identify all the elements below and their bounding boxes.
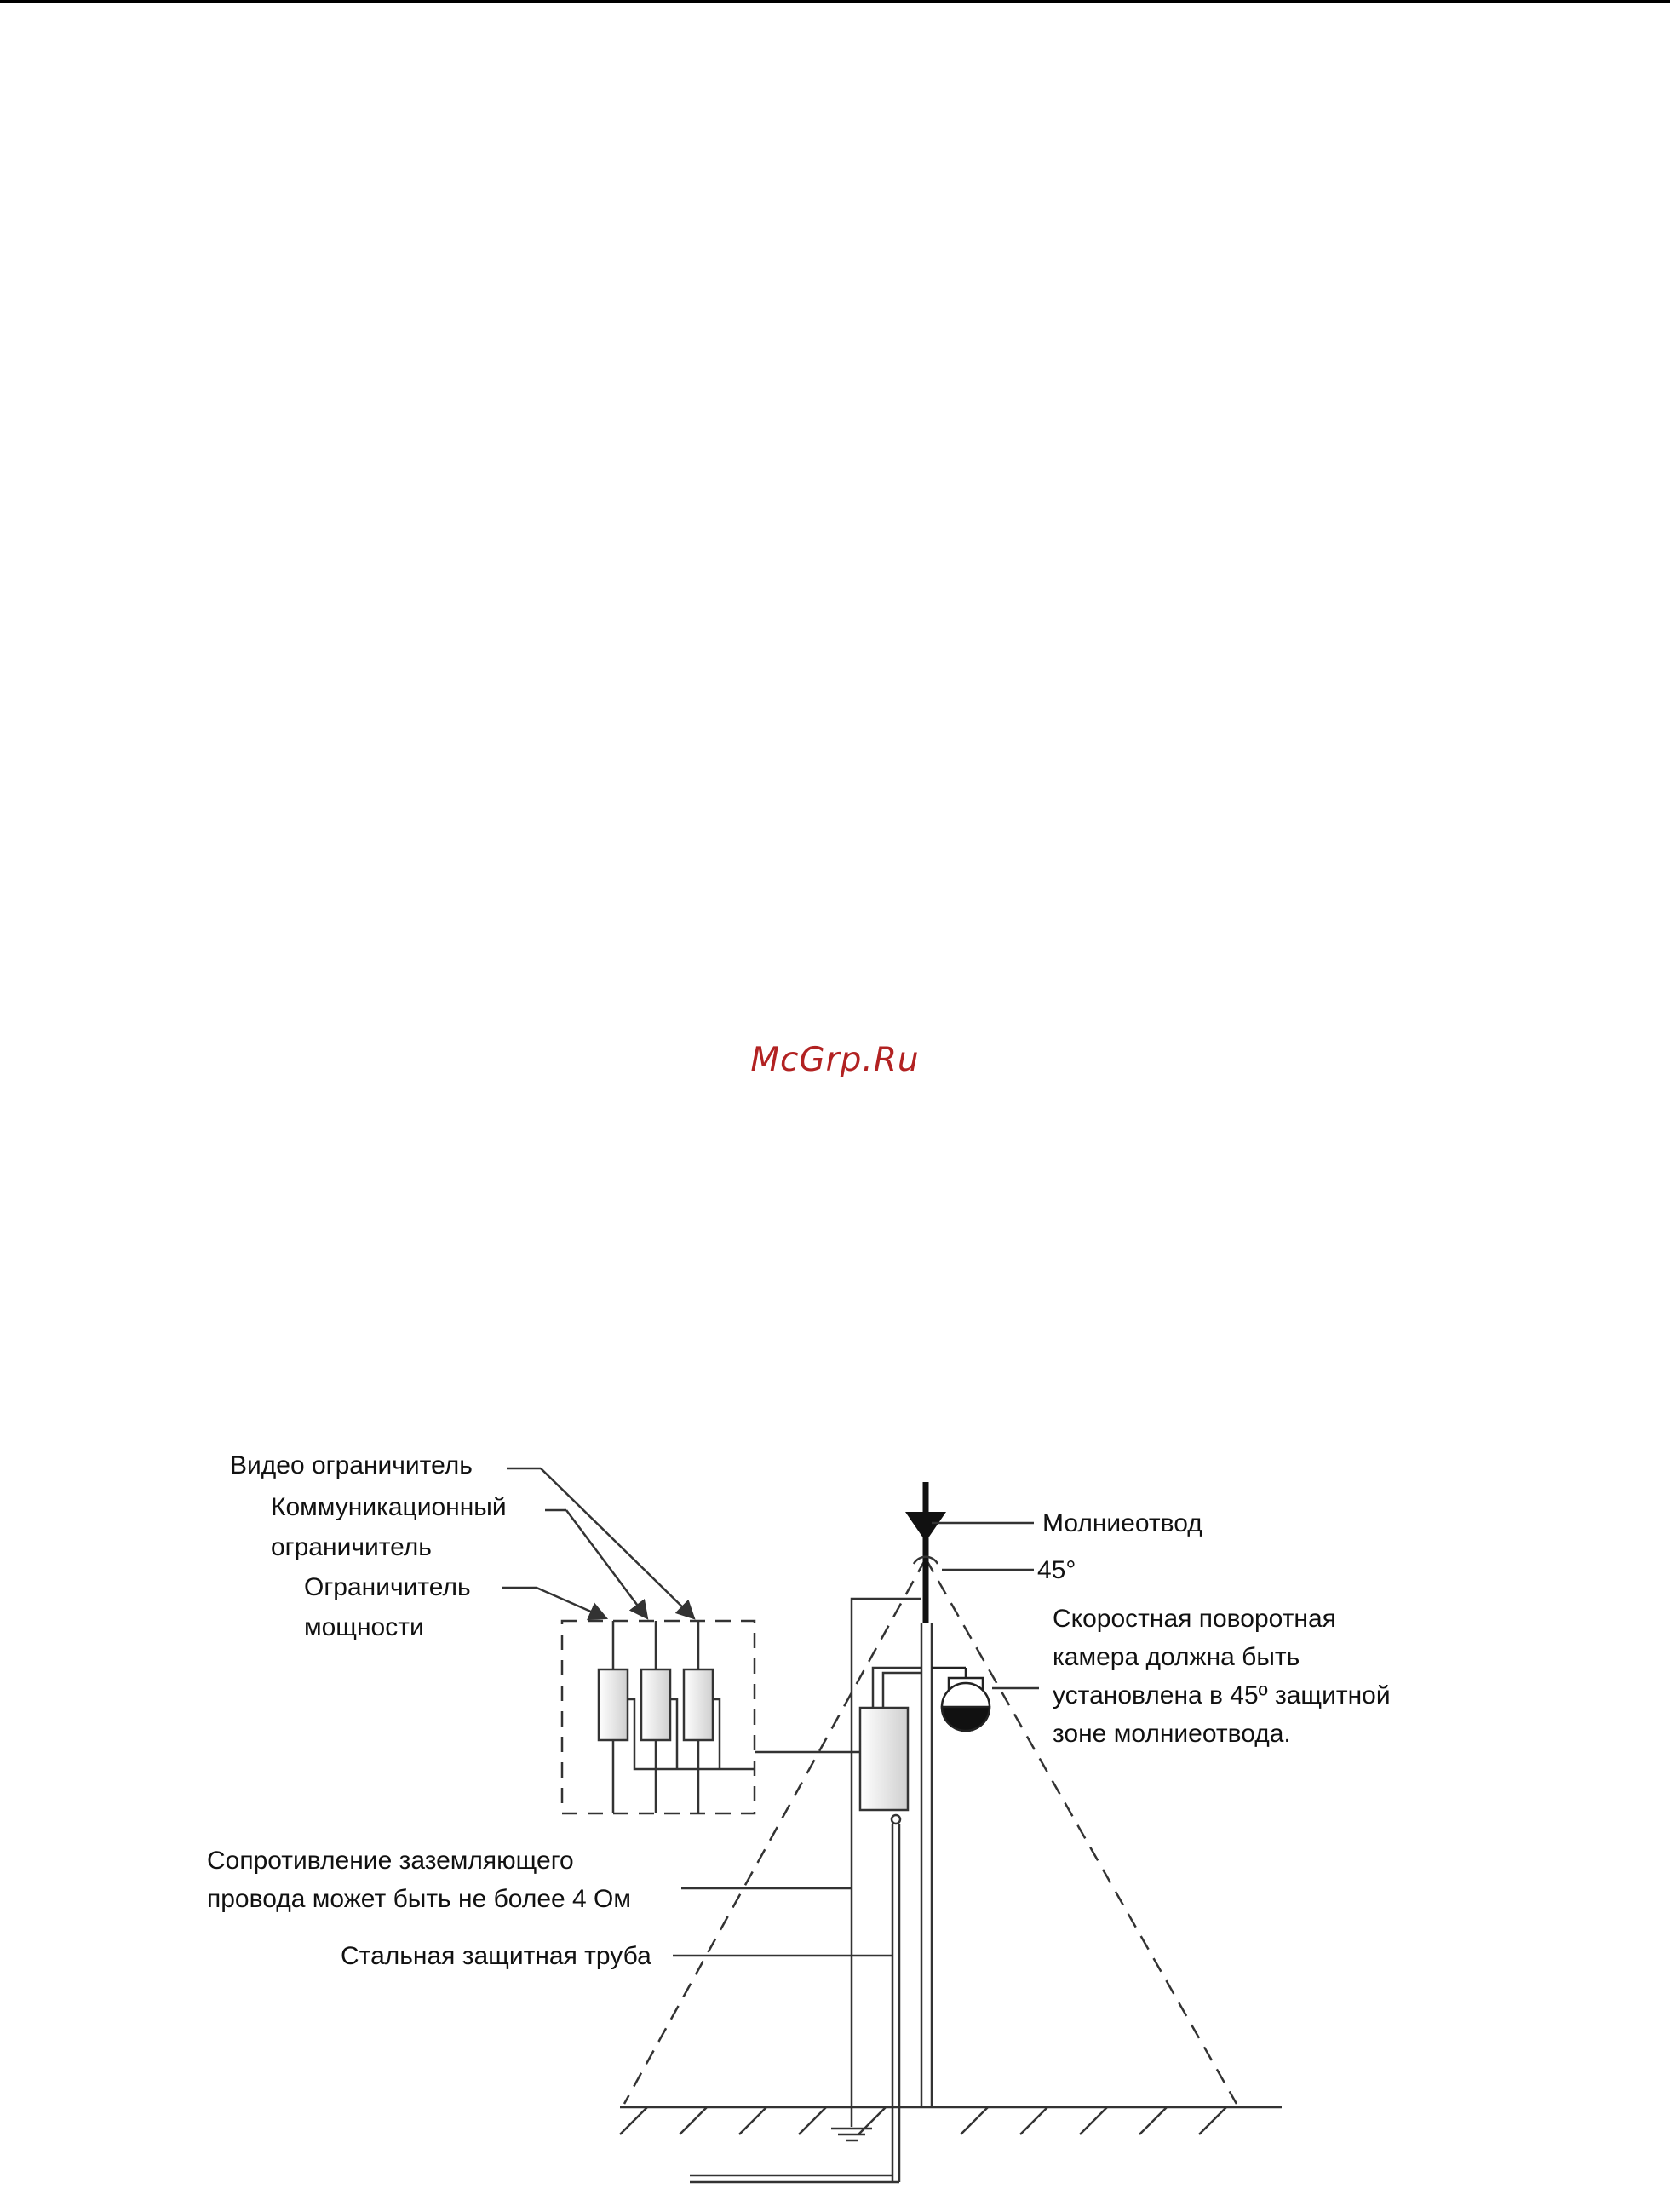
mast: [921, 1623, 932, 2107]
ptz-camera: [932, 1668, 990, 1731]
label-power-limiter-line1: Ограничитель: [304, 1573, 471, 1601]
surge-limiter-enclosure: [562, 1621, 860, 1813]
label-camera-note-line1: Скоростная поворотная: [1053, 1605, 1336, 1633]
label-camera-note-line4: зоне молниеотвода.: [1053, 1720, 1291, 1748]
ground: [620, 2107, 1282, 2134]
label-power-limiter-line2: мощности: [304, 1613, 424, 1641]
label-ground-resistance-line1: Сопротивление заземляющего: [207, 1847, 574, 1875]
label-ground-resistance-line2: провода может быть не более 4 Ом: [207, 1885, 632, 1913]
label-angle: 45°: [1037, 1556, 1076, 1584]
label-video-limiter: Видео ограничитель: [230, 1451, 473, 1479]
label-comm-limiter-line2: ограничитель: [271, 1533, 432, 1561]
grounding-wire: [831, 1599, 921, 2140]
label-camera-note-line3: установлена в 45º защитной: [1053, 1681, 1391, 1709]
label-lightning-rod: Молниеотвод: [1042, 1509, 1202, 1537]
protection-zone: [624, 1559, 1237, 2104]
lightning-rod: [905, 1482, 946, 1623]
label-comm-limiter-line1: Коммуникационный: [271, 1493, 507, 1521]
junction-box: [860, 1668, 921, 1824]
watermark: McGrp.Ru: [750, 1041, 920, 1079]
label-steel-pipe: Стальная защитная труба: [341, 1942, 651, 1970]
label-camera-note-line2: камера должна быть: [1053, 1643, 1300, 1671]
